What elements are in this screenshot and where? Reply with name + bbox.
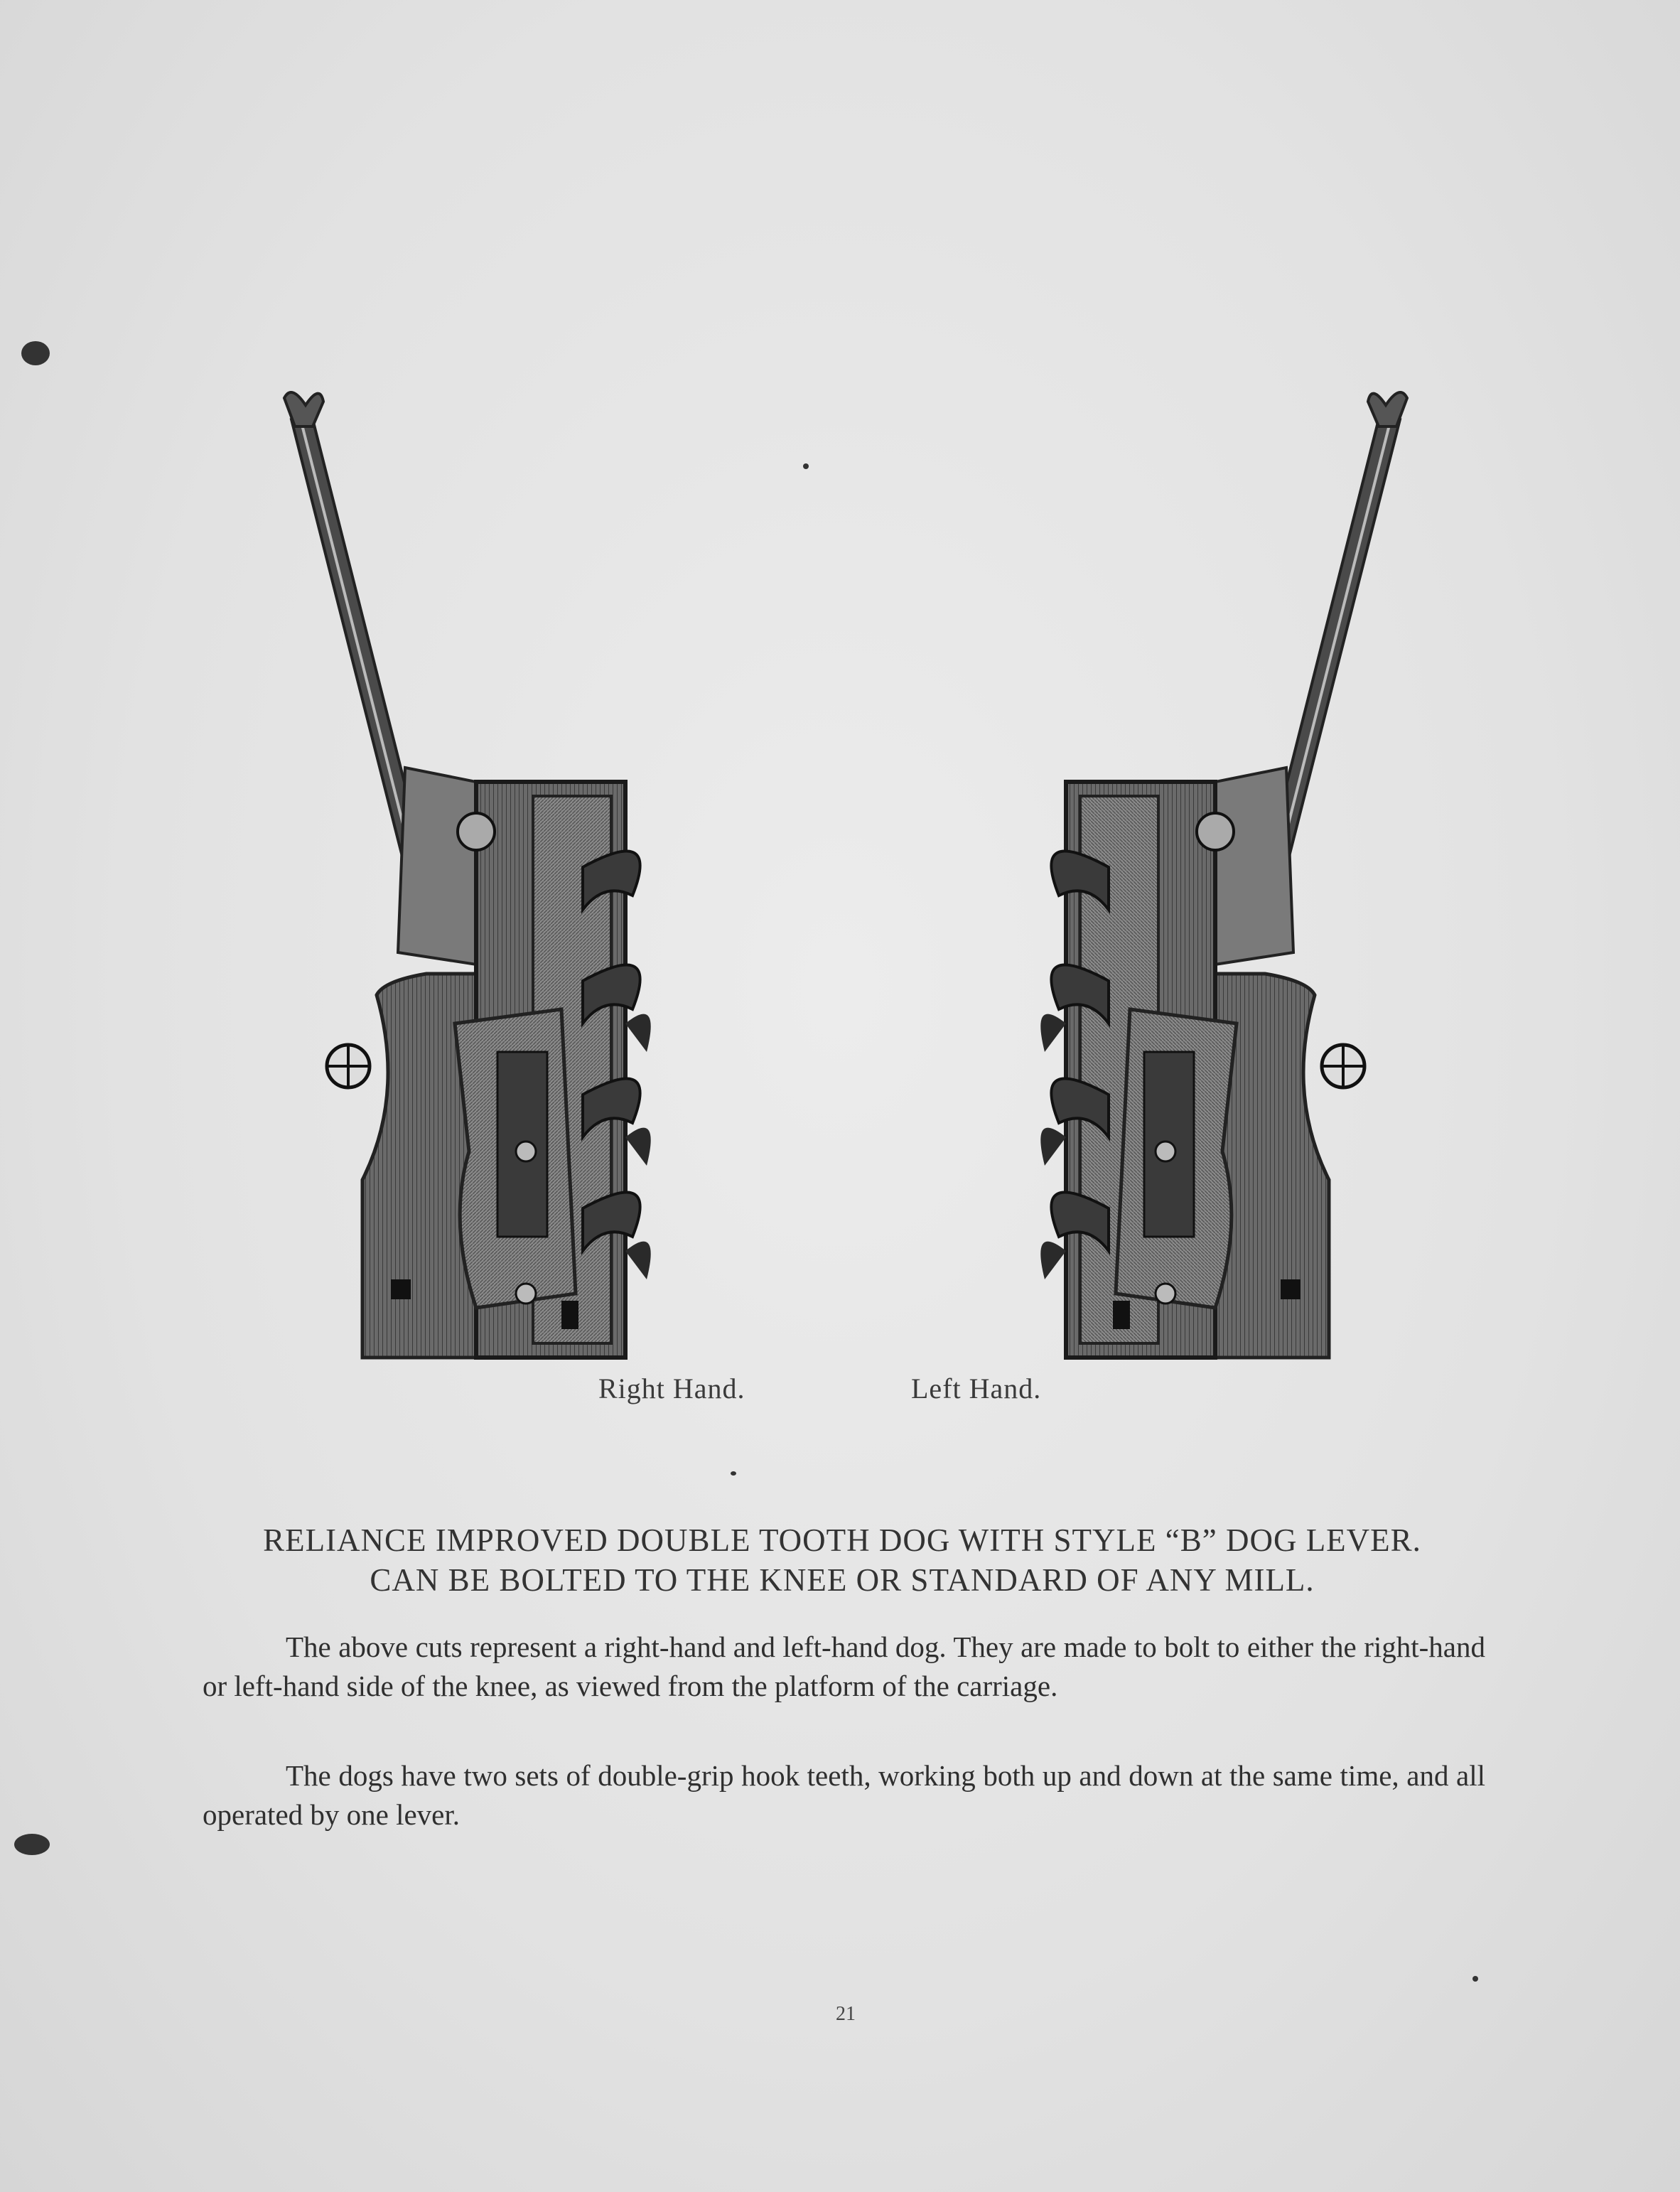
- heading-line-1: RELIANCE IMPROVED DOUBLE TOOTH DOG WITH STYLE “B” DOG LEVER.: [263, 1522, 1421, 1558]
- ink-spot: [731, 1471, 736, 1476]
- caption-left-hand: Left Hand.: [911, 1372, 1042, 1404]
- paragraph-text: The dogs have two sets of double-grip hook teeth, working both up and down at the same time, and all operated by one lever.: [203, 1759, 1485, 1831]
- caption-right-hand: Right Hand.: [598, 1372, 745, 1404]
- paragraph: [203, 1756, 1485, 1834]
- ink-spot: [21, 341, 50, 365]
- ink-spot: [1472, 1976, 1478, 1982]
- dog-illustration: [263, 370, 1428, 1365]
- page-number: 21: [836, 2003, 856, 2025]
- ink-spot: [14, 1834, 50, 1855]
- paragraph: [203, 1628, 1485, 1706]
- heading-line-2: CAN BE BOLTED TO THE KNEE OR STANDARD OF ANY MILL.: [370, 1562, 1315, 1598]
- paragraph-text: The above cuts represent a right-hand and left-hand dog. They are made to bolt to either the right-hand or left-hand side of the knee, as viewed from the platform of the carriage.: [203, 1630, 1485, 1702]
